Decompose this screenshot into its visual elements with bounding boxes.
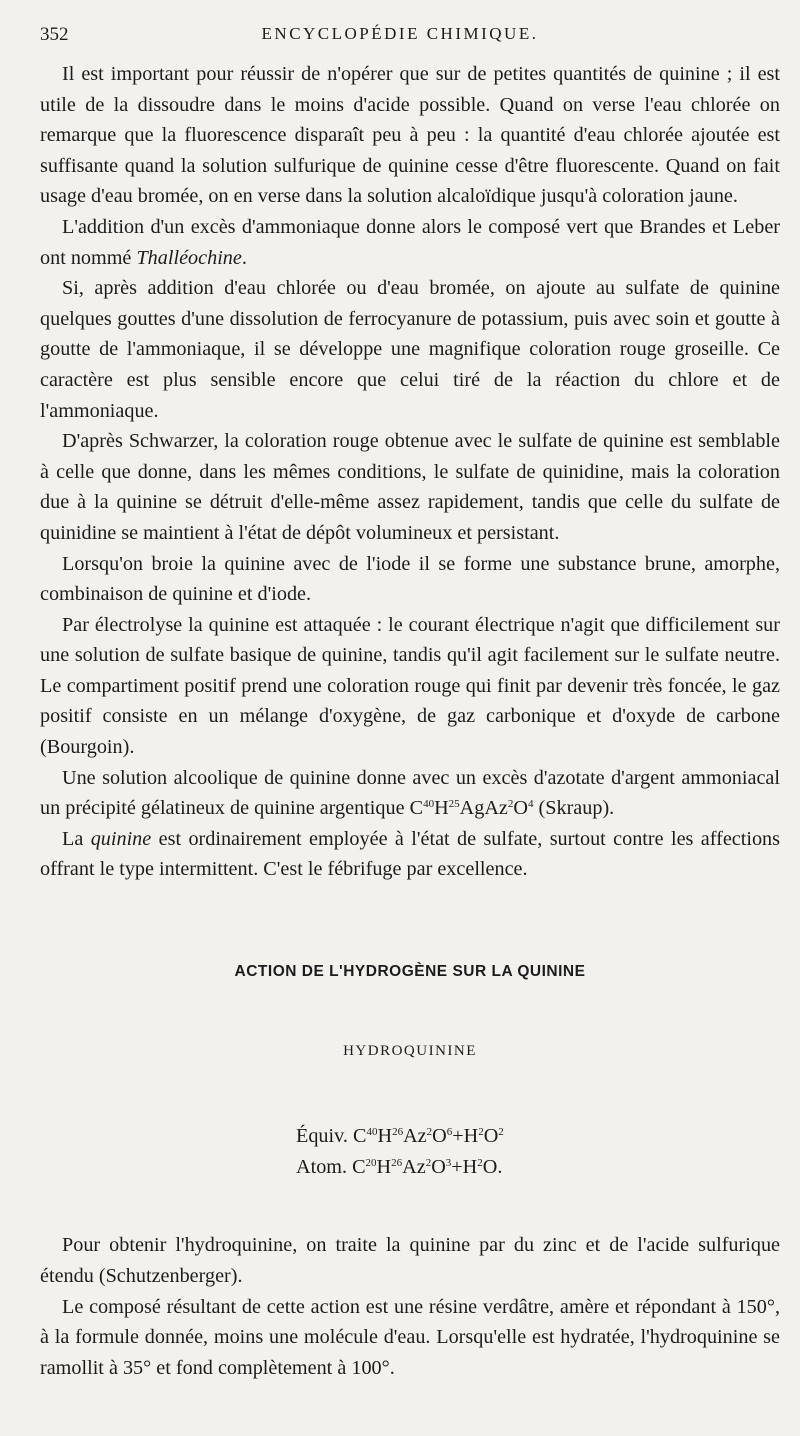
running-title: ENCYCLOPÉDIE CHIMIQUE. xyxy=(261,24,539,43)
paragraph: Pour obtenir l'hydroquinine, on traite la quinine par du zinc et de l'acide sulfurique étendu (Schutzenberger). xyxy=(40,1234,780,1287)
sub-heading: HYDROQUININE xyxy=(343,1042,477,1059)
closing-section xyxy=(40,1230,780,1383)
paragraph: Le composé résultant de cette action est une résine verdâtre, amère et répondant à 150°, à la formule donnée, moins une molécule d'eau. Lorsqu'elle est hydratée, l'hydroquinine se ramollit à 35° et fond complètement à 100°. xyxy=(40,1295,780,1379)
paragraph: La quinine est ordinairement employée à l'état de sulfate, surtout contre les affections offrant le type intermittent. C'est le fébrifuge par excellence. xyxy=(40,827,781,881)
italic-term: quinine xyxy=(90,827,152,850)
section-heading: ACTION DE L'HYDROGÈNE SUR LA QUININE xyxy=(234,963,586,981)
paragraph: D'après Schwarzer, la coloration rouge obtenue avec le sulfate de quinine est semblable à celle que donne, dans les mêmes conditions, le sulfate de quinidine, mais la coloration due à la quinine se détruit d'elle-même assez rapidement, tandis que celle du sulfate de quinidine se maintient à l'état de dépôt volumineux et persistant. xyxy=(40,430,780,544)
formula-block xyxy=(296,1121,780,1182)
page-number: 352 xyxy=(40,24,69,45)
paragraph: Lorsqu'on broie la quinine avec de l'iode il se forme une substance brune, amorphe, combinaison de quinine et d'iode. xyxy=(40,552,780,606)
page-body xyxy=(40,59,780,1383)
chemical-formula: $C^{40}H^{25}AgAz^2O^4$ xyxy=(409,797,534,820)
formula-equiv: Équiv. $C^{40}H^{26}Az^2O^6+H^2O^2$ xyxy=(296,1125,504,1148)
italic-term: Thalléochine xyxy=(136,246,242,269)
paragraph: Par électrolyse la quinine est attaquée : le courant électrique n'agit que difficilement sur une solution de sulfate basique de quinine, tandis qu'il agit facilement sur le sulfate neutre. Le compartiment positif prend une coloration rouge qui finit par devenir très foncée, le gaz positif consiste en un mélange d'oxygène, de gaz carbonique et d'oxyde de carbone (Bourgoin). xyxy=(40,613,780,759)
page-header xyxy=(40,24,760,50)
paragraph: Il est important pour réussir de n'opérer que sur de petites quantités de quinine ; il est utile de la dissoudre dans le moins d'acide possible. Quand on verse l'eau chlorée on remarque que la fluorescence disparaît peu à peu : la quantité d'eau chlorée ajoutée est suffisante quand la solution sulfurique de quinine cesse d'être fluorescente. Quand on fait usage d'eau bromée, on en verse dans la solution alcaloïdique jusqu'à coloration jaune. xyxy=(40,63,780,208)
paragraph: Si, après addition d'eau chlorée ou d'eau bromée, on ajoute au sulfate de quinine quelques gouttes d'une dissolution de ferrocyanure de potassium, puis avec soin et goutte à goutte de l'ammoniaque, il se développe une magnifique coloration rouge groseille. Ce caractère est plus sensible encore que celui tiré de la réaction du chlore et de l'ammoniaque. xyxy=(40,277,780,422)
paragraph: Une solution alcoolique de quinine donne avec un excès d'azotate d'argent ammoniacal un précipité gélatineux de quinine argentique $C^{40}H^{25}AgAz^2O^4$ (Skraup). xyxy=(40,766,780,820)
formula-atom: Atom. $C^{20}H^{26}Az^2O^3+H^2O$. xyxy=(296,1155,503,1178)
paragraph: L'addition d'un excès d'ammoniaque donne alors le composé vert que Brandes et Leber ont nommé Thalléochine. xyxy=(40,215,780,269)
